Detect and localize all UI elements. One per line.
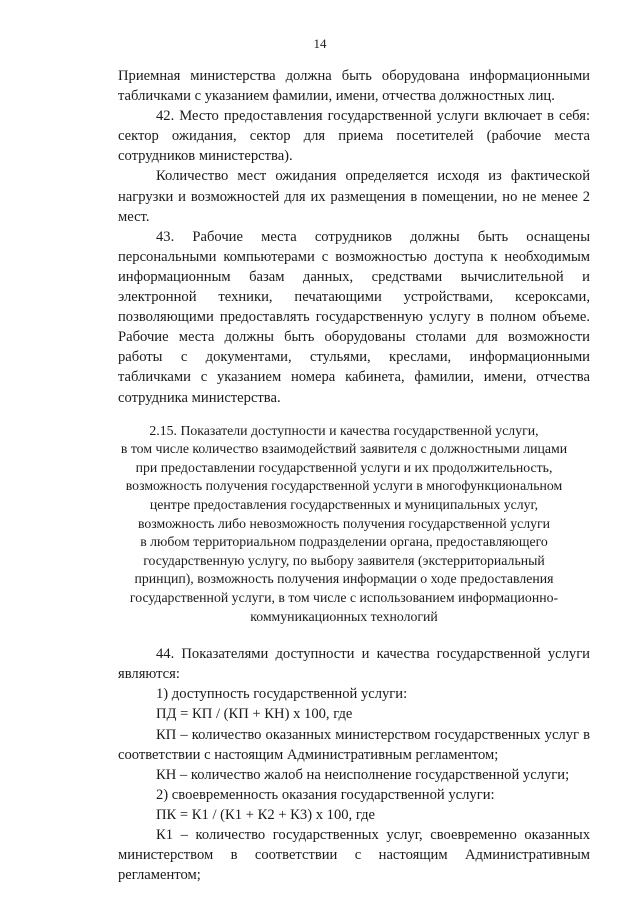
heading-line: государственную услугу, по выбору заявителя (экстерриториальный (143, 552, 545, 568)
heading-line: центре предоставления государственных и муниципальных услуг, (149, 496, 539, 512)
definition-k1: К1 – количество государственных услуг, своевременно оказанных министерством в соответствии с настоящим Административным регламентом; (118, 826, 590, 884)
heading-line: государственной услуги, в том числе с использованием информационно- (129, 589, 559, 605)
heading-line: коммуникационных технологий (250, 608, 438, 624)
list-item-accessibility: 1) доступность государственной услуги: (156, 686, 408, 703)
paragraph-42: 42. Место предоставления государственной услуги включает в себя: сектор ожидания, сектор для приема посетителей (рабочие места сотрудников министерства). (118, 108, 590, 165)
definition-kp: КП – количество оказанных министерством государственных услуг в соответствии с настоящим Административным регламентом; (118, 726, 590, 763)
formula-pk: ПК = К1 / (К1 + К2 + К3) х 100, где (156, 806, 375, 823)
paragraph-44: 44. Показателями доступности и качества государственной услуги являются: (118, 646, 590, 683)
paragraph-reception: Приемная министерства должна быть оборудована информационными табличками с указанием фамилии, имени, отчества должностных лиц. (118, 68, 590, 105)
list-item-timeliness: 2) своевременность оказания государственной услуги: (156, 786, 495, 803)
heading-line: при предоставлении государственной услуги и их продолжительность, (135, 459, 553, 475)
heading-line: возможность либо невозможность получения государственной услуги (137, 515, 551, 531)
definition-kn: КН – количество жалоб на неисполнение государственной услуги; (156, 766, 570, 783)
heading-line: принцип), возможность получения информации о ходе предоставления (134, 571, 554, 587)
document-body (118, 66, 590, 885)
paragraph-43: 43. Рабочие места сотрудников должны быть оснащены персональными компьютерами с возможностью доступа к необходимым информационным базам данных, средствами вычислительной и электронной техники, печатающими устройствами, ксероксами, позволяющими предоставлять государственную услугу в полном объеме. Рабочие места должны быть оборудованы столами для возможности работы с документами, стульями, креслами, информационными табличками с указанием номера кабинета, фамилии, имени, отчества сотрудника министерства. (118, 228, 590, 406)
heading-line: в том числе количество взаимодействий заявителя с должностными лицами (120, 441, 568, 457)
formula-pd: ПД = КП / (КП + КН) х 100, где (156, 706, 353, 723)
paragraph-waiting-places: Количество мест ожидания определяется исходя из фактической нагрузки и возможностей для их размещения в помещении, но не менее 2 мест. (118, 168, 590, 225)
heading-line: 2.15. Показатели доступности и качества государственной услуги, (149, 422, 539, 438)
heading-line: возможность получения государственной услуги в многофункциональном (125, 478, 563, 494)
page-number: 14 (313, 36, 327, 51)
section-heading-2-15 (96, 422, 592, 627)
heading-line: в любом территориальном подразделении органа, предоставляющего (140, 534, 548, 550)
